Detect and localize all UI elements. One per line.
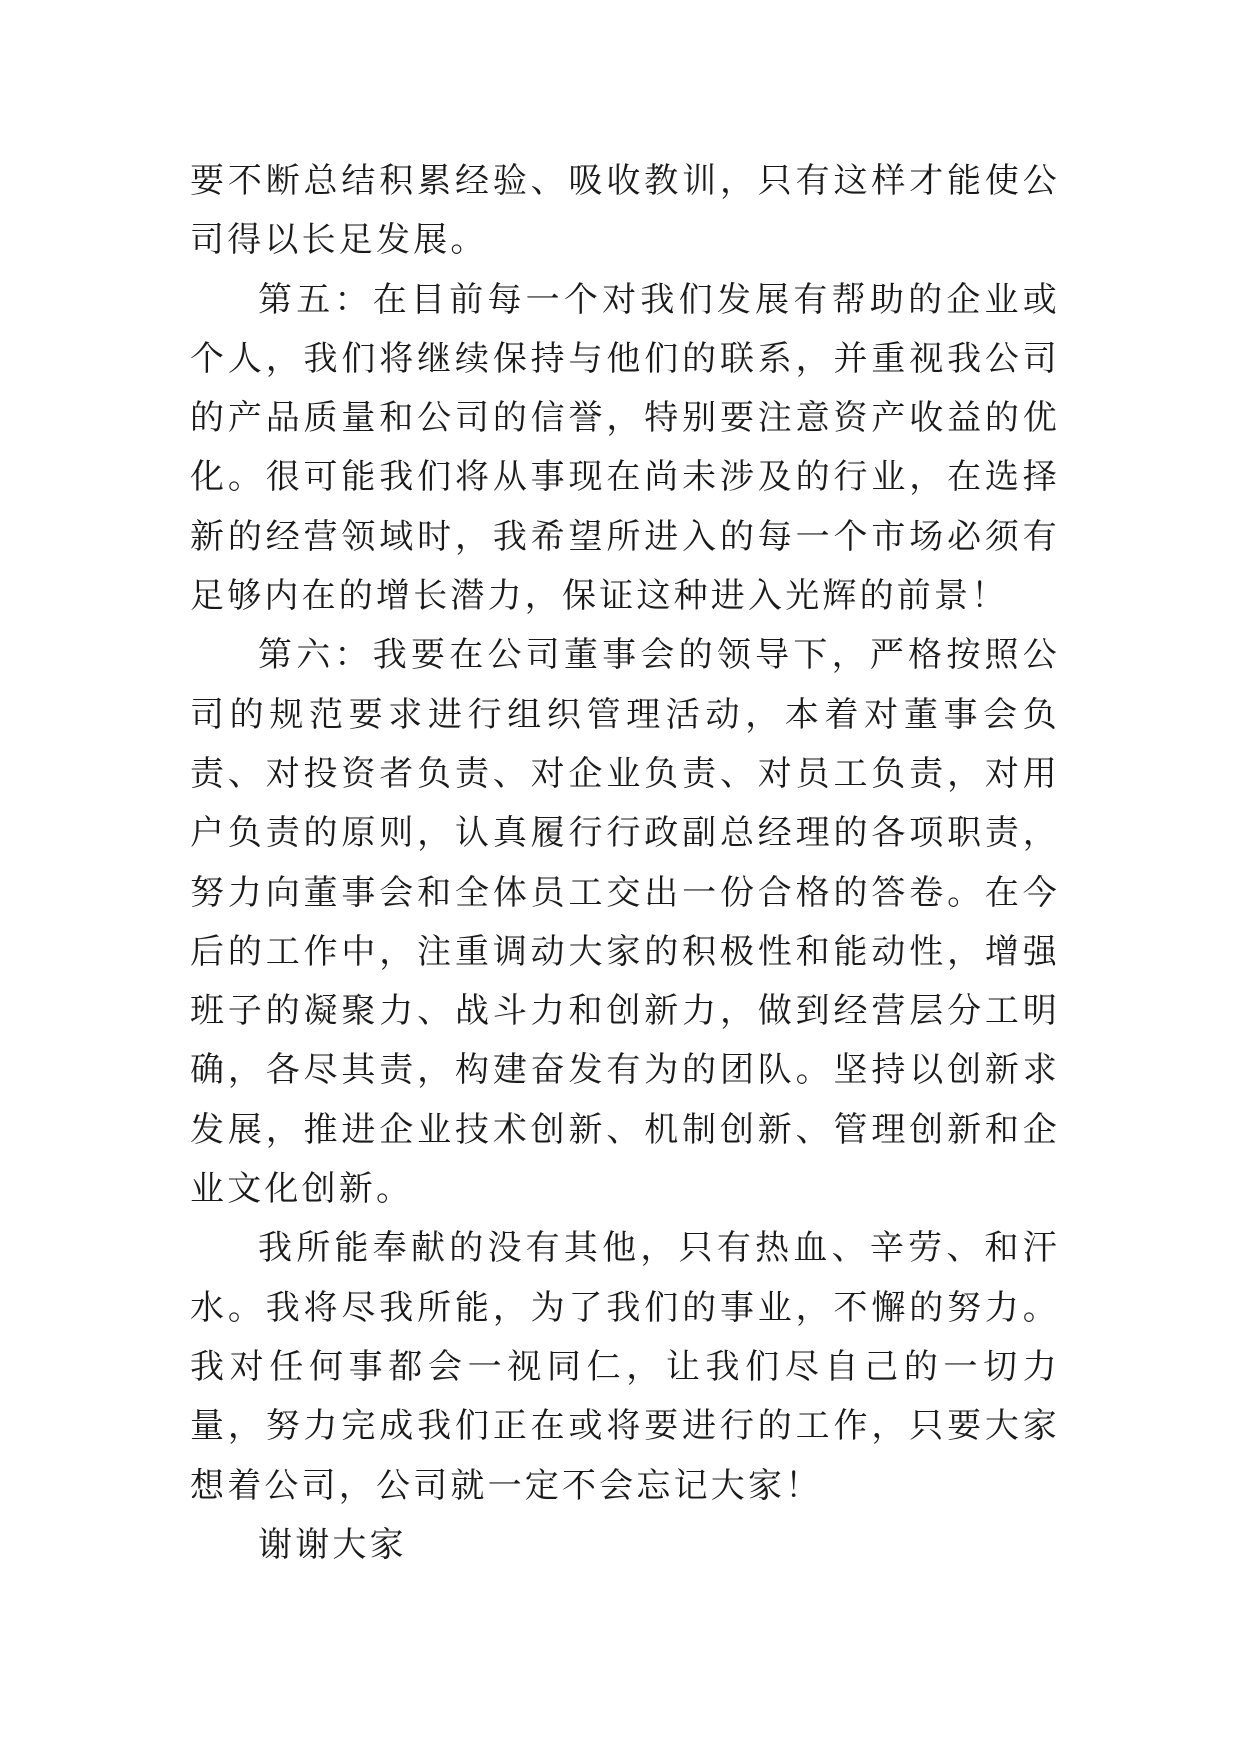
paragraph-point-six: 第六：我要在公司董事会的领导下，严格按照公司的规范要求进行组织管理活动，本着对董事会负责、对投资者负责、对企业负责、对员工负责，对用户负责的原则，认真履行行政副总经理的各项职责，努力向董事会和全体员工交出一份合格的答卷。在今后的工作中，注重调动大家的积极性和能动性，增强班子的凝聚力、战斗力和创新力，做到经营层分工明确，各尽其责，构建奋发有为的团队。坚持以创新求发展，推进企业技术创新、机制创新、管理创新和企业文化创新。 bbox=[190, 635, 1060, 1210]
closing-thanks: 谢谢大家 bbox=[258, 1524, 407, 1565]
paragraph-continuation: 要不断总结积累经验、吸收教训，只有这样才能使公司得以长足发展。 bbox=[190, 161, 1060, 261]
document-body bbox=[190, 152, 1060, 1575]
paragraph-dedication: 我所能奉献的没有其他，只有热血、辛劳、和汗水。我将尽我所能，为了我们的事业，不懈的努力。我对任何事都会一视同仁，让我们尽自己的一切力量，努力完成我们正在或将要进行的工作，只要大家想着公司，公司就一定不会忘记大家！ bbox=[190, 1228, 1060, 1506]
paragraph-point-five: 第五：在目前每一个对我们发展有帮助的企业或个人，我们将继续保持与他们的联系，并重视我公司的产品质量和公司的信誉，特别要注意资产收益的优化。很可能我们将从事现在尚未涉及的行业，在选择新的经营领域时，我希望所进入的每一个市场必须有足够内在的增长潜力，保证这种进入光辉的前景！ bbox=[190, 279, 1060, 617]
